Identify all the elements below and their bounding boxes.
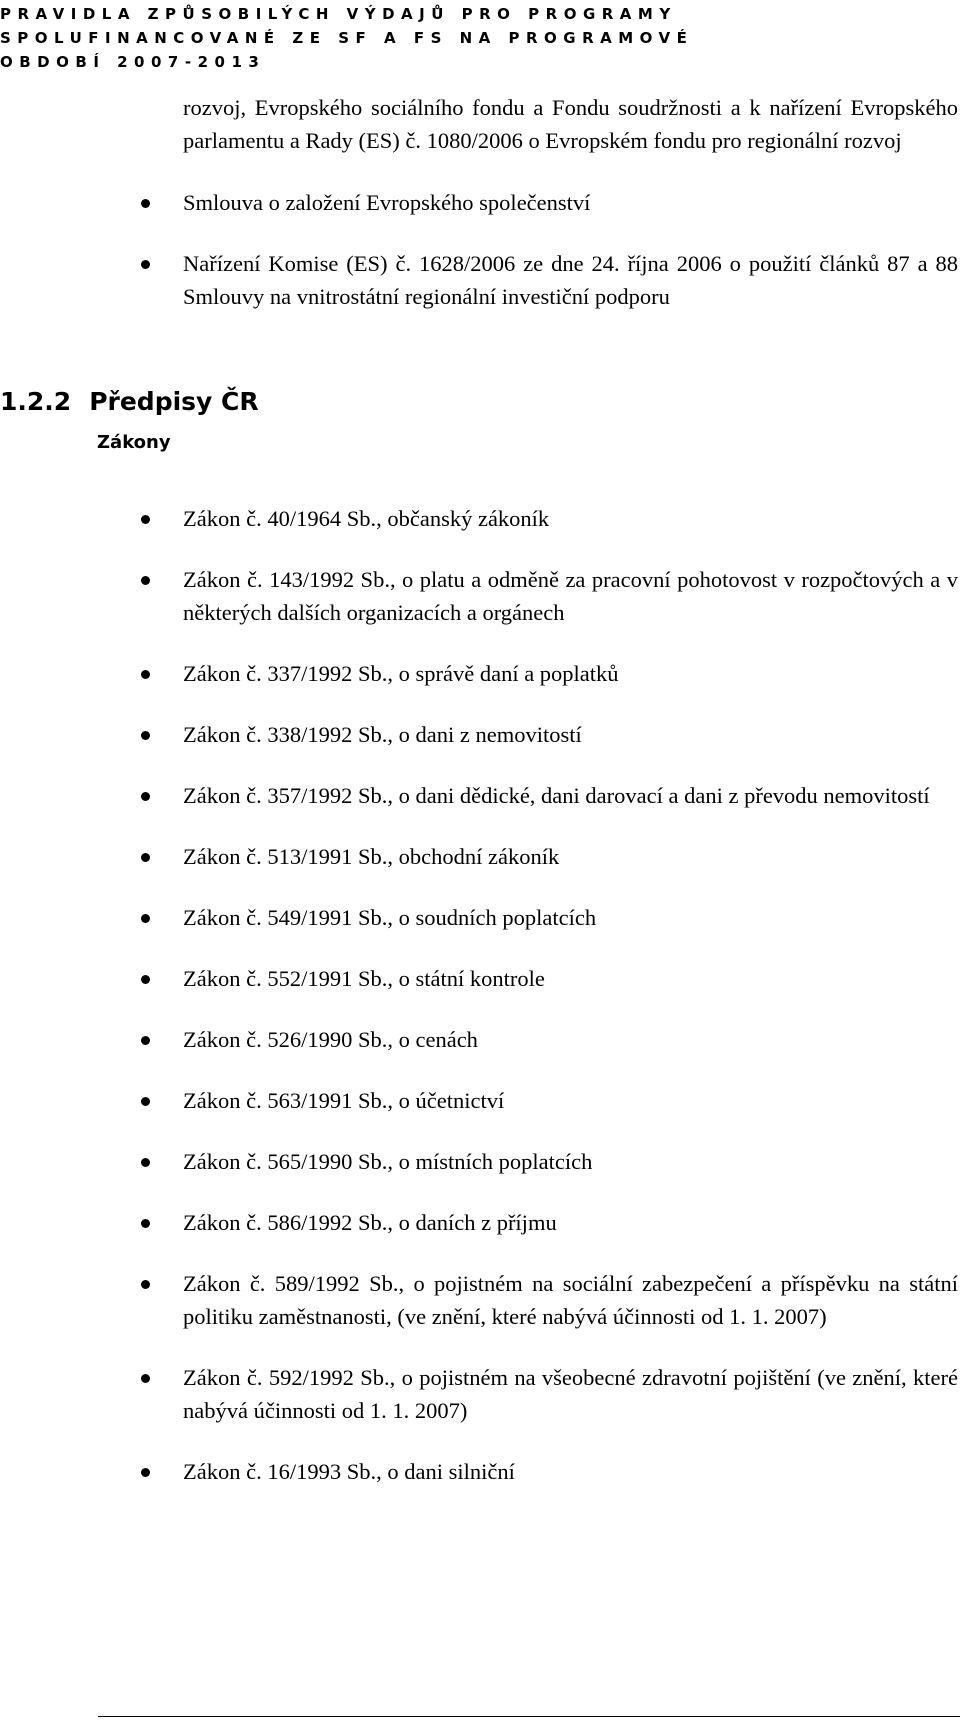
list-item [0, 1023, 960, 1056]
list-item-text: Zákon č. 589/1992 Sb., o pojistném na sociální zabezpečení a příspěvku na státní politiku zaměstnanosti, (ve znění, které nabývá účinnosti od 1. 1. 2007) [183, 1271, 958, 1329]
list-item [0, 186, 960, 219]
bullet-icon [141, 199, 150, 208]
running-header [0, 2, 960, 74]
list-item-text: Zákon č. 549/1991 Sb., o soudních poplatcích [183, 905, 597, 930]
list-item [0, 779, 960, 812]
bullet-icon [141, 1468, 150, 1477]
bullet-icon [141, 576, 150, 585]
list-item [0, 962, 960, 995]
bullet-icon [141, 1158, 150, 1167]
list-item [0, 247, 960, 313]
list-item-text: Zákon č. 565/1990 Sb., o místních poplatcích [183, 1149, 593, 1174]
bullet-icon [141, 1097, 150, 1106]
section-number: 1.2.2 [0, 387, 72, 416]
list-item [0, 901, 960, 934]
list-item [0, 502, 960, 535]
list-item-text: Zákon č. 513/1991 Sb., obchodní zákoník [183, 844, 560, 869]
bullet-icon [141, 975, 150, 984]
list-item [0, 1455, 960, 1488]
list-item [0, 563, 960, 629]
footer-rule [98, 1716, 960, 1717]
list-item-text: Smlouva o založení Evropského společenství [183, 190, 591, 215]
bullet-icon [141, 515, 150, 524]
list-item [0, 840, 960, 873]
bullet-icon [141, 1280, 150, 1289]
list-item-text: Zákon č. 552/1991 Sb., o státní kontrole [183, 966, 545, 991]
list-item-text: Zákon č. 337/1992 Sb., o správě daní a poplatků [183, 661, 619, 686]
eu-regulations-list [0, 91, 960, 341]
bullet-icon [141, 1374, 150, 1383]
list-item-text: Zákon č. 143/1992 Sb., o platu a odměně za pracovní pohotovost v rozpočtových a v některých dalších organizacích a orgánech [183, 567, 958, 625]
list-item [0, 1145, 960, 1178]
running-header-line: SPOLUFINANCOVANÉ ZE SF A FS NA PROGRAMOVÉ [0, 29, 694, 47]
list-item-text: Zákon č. 526/1990 Sb., o cenách [183, 1027, 478, 1052]
list-item-text: Zákon č. 357/1992 Sb., o dani dědické, dani darovací a dani z převodu nemovitostí [183, 783, 930, 808]
list-item [0, 718, 960, 751]
running-header-line: OBDOBÍ 2007-2013 [0, 53, 266, 71]
list-item-text: Zákon č. 592/1992 Sb., o pojistném na všeobecné zdravotní pojištění (ve znění, které nabývá účinnosti od 1. 1. 2007) [183, 1365, 958, 1423]
czech-laws-list [0, 502, 960, 1516]
bullet-icon [141, 731, 150, 740]
section-heading [0, 385, 259, 419]
list-item [0, 657, 960, 690]
bullet-icon [141, 853, 150, 862]
list-item [0, 1084, 960, 1117]
running-header-line: PRAVIDLA ZPŮSOBILÝCH VÝDAJŮ PRO PROGRAMY [0, 5, 677, 23]
bullet-icon [141, 914, 150, 923]
bullet-icon [141, 1036, 150, 1045]
list-item-text: Zákon č. 40/1964 Sb., občanský zákoník [183, 506, 550, 531]
list-item-text: rozvoj, Evropského sociálního fondu a Fondu soudržnosti a k nařízení Evropského parlamentu a Rady (ES) č. 1080/2006 o Evropském fondu pro regionální rozvoj [183, 95, 958, 153]
list-item-text: Nařízení Komise (ES) č. 1628/2006 ze dne 24. října 2006 o použití článků 87 a 88 Smlouvy na vnitrostátní regionální investiční podporu [183, 251, 958, 309]
bullet-icon [141, 1219, 150, 1228]
list-item [0, 91, 960, 157]
list-item [0, 1361, 960, 1427]
list-item-text: Zákon č. 16/1993 Sb., o dani silniční [183, 1459, 515, 1484]
list-item [0, 1206, 960, 1239]
bullet-icon [141, 792, 150, 801]
list-item [0, 1267, 960, 1333]
bullet-icon [141, 260, 150, 269]
subsection-heading: Zákony [97, 432, 171, 453]
list-item-text: Zákon č. 563/1991 Sb., o účetnictví [183, 1088, 505, 1113]
section-title: Předpisy ČR [89, 387, 259, 416]
list-item-text: Zákon č. 338/1992 Sb., o dani z nemovitostí [183, 722, 582, 747]
bullet-icon [141, 670, 150, 679]
list-item-text: Zákon č. 586/1992 Sb., o daních z příjmu [183, 1210, 557, 1235]
